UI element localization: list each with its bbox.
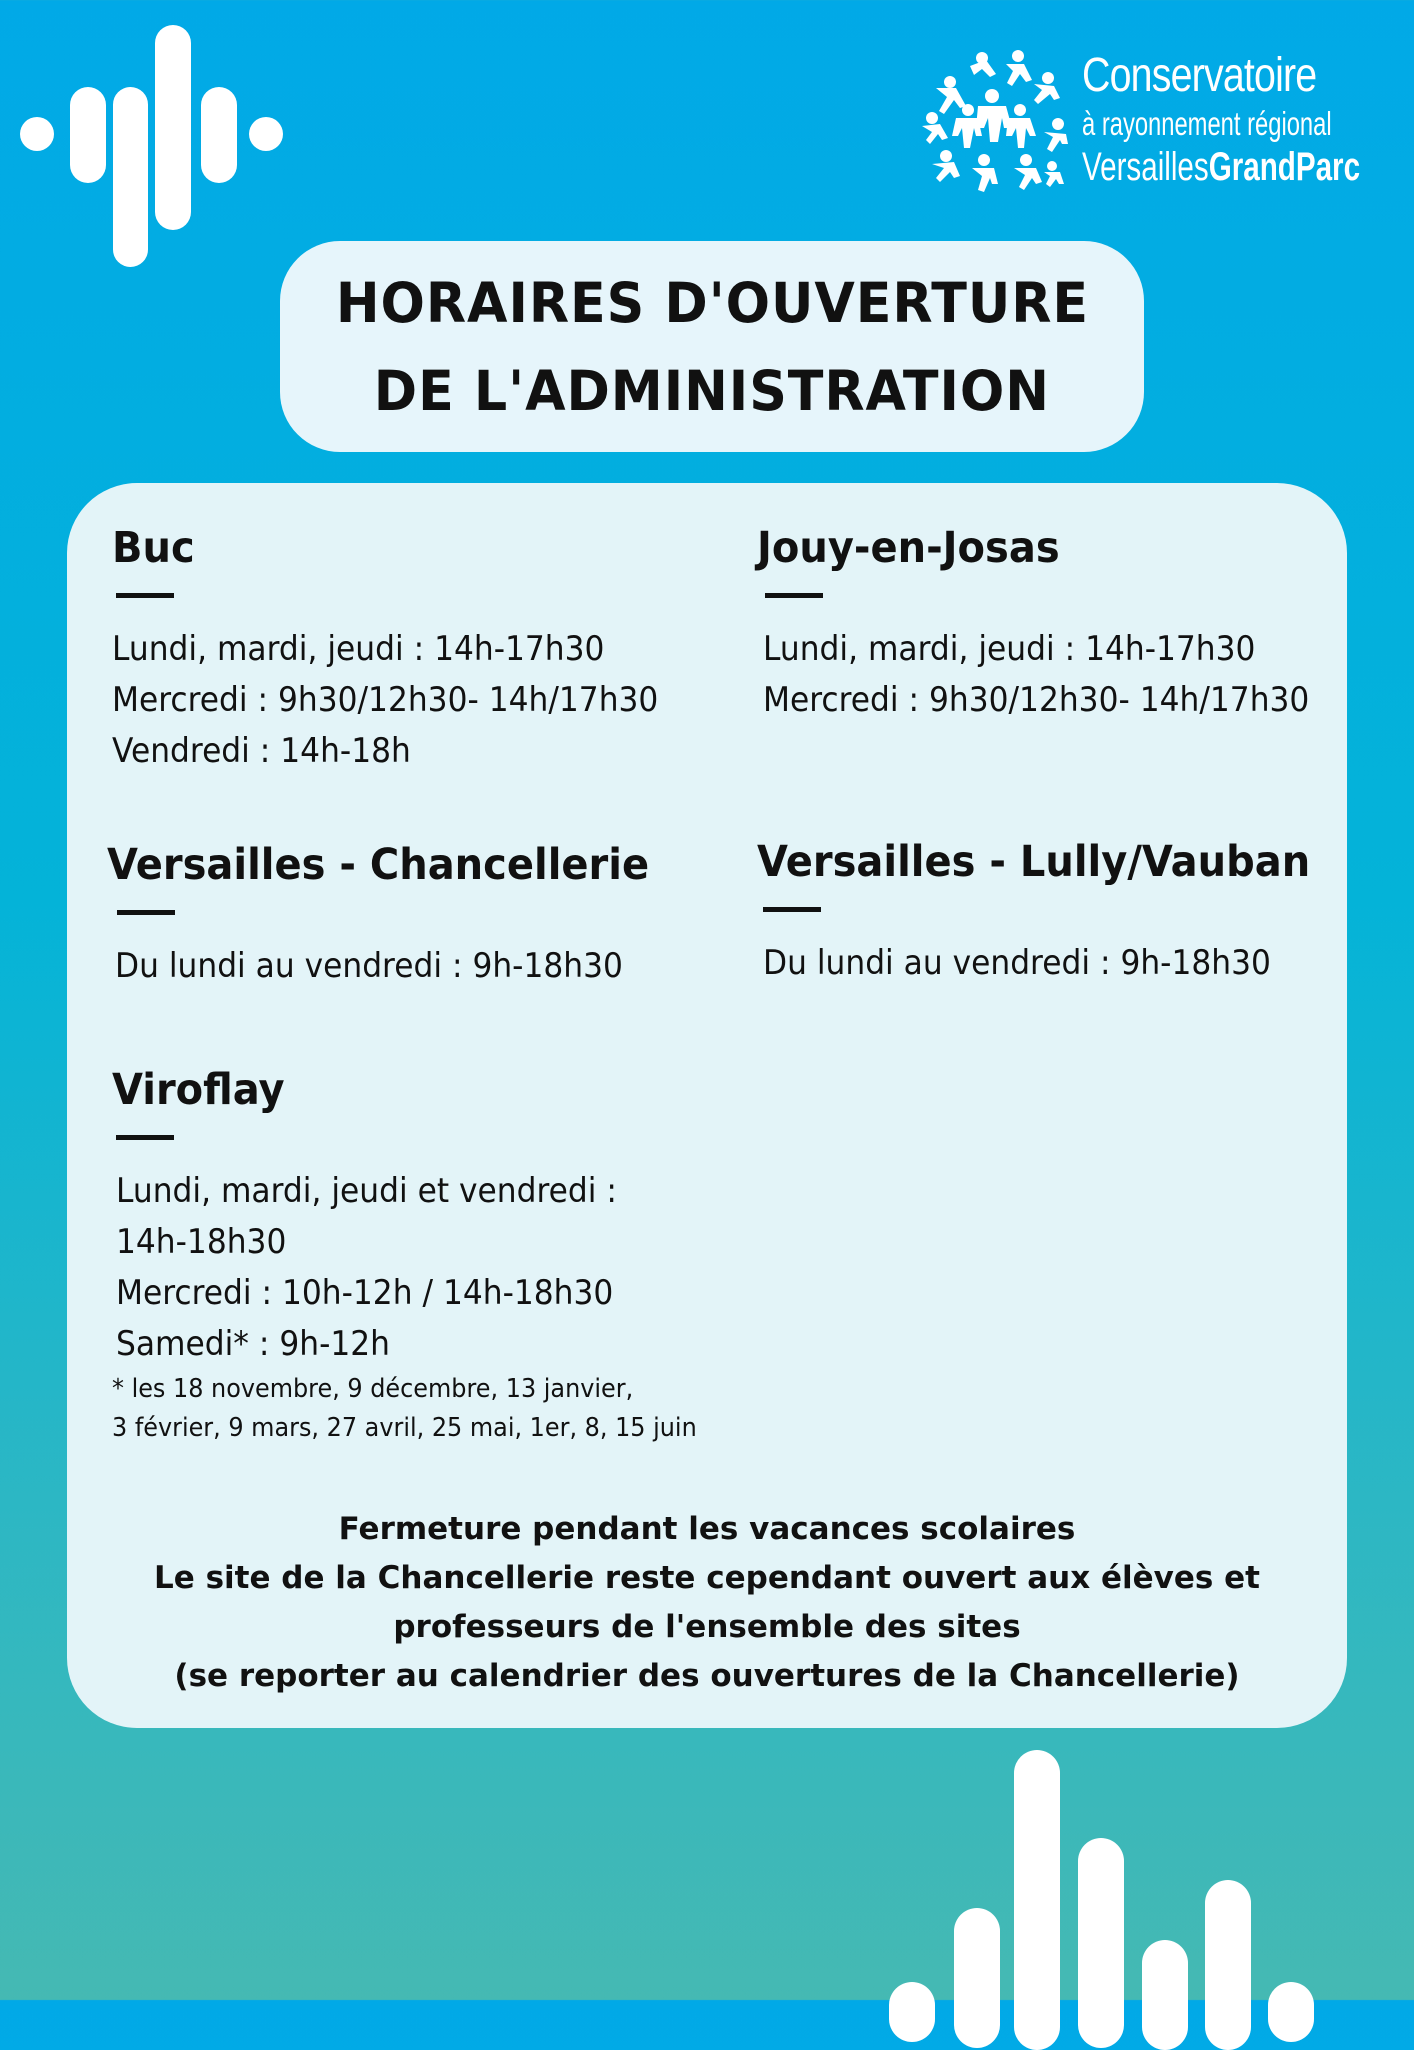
site-name: Versailles - Lully/Vauban [757,837,1311,887]
sound-wave-icon [20,25,285,245]
footnote: 3 février, 9 mars, 27 avril, 25 mai, 1er, 8, 15 juin [112,1413,697,1443]
site-name: Viroflay [112,1065,285,1115]
page-title-line-2: DE L'ADMINISTRATION [373,358,1051,423]
closing-line: professeurs de l'ensemble des sites [393,1609,1021,1645]
site-versailles-lully-vauban [757,837,1352,989]
conservatoire-logo [920,48,1365,198]
divider [116,593,174,598]
site-viroflay [112,1065,748,1448]
hours-line: Mercredi : 9h30/12h30- 14h/17h30 [763,680,1310,720]
hours-line: Samedi* : 9h-12h [116,1324,391,1364]
divider [763,907,821,912]
hours-line: Lundi, mardi, jeudi : 14h-17h30 [112,629,605,669]
closing-line: (se reporter au calendrier des ouvertures de la Chancellerie) [174,1658,1240,1694]
footnote: * les 18 novembre, 9 décembre, 13 janvier, [112,1374,634,1404]
page-title-line-1: HORAIRES D'OUVERTURE [335,270,1089,335]
site-name: Buc [112,523,195,573]
hours-line: Lundi, mardi, jeudi : 14h-17h30 [763,629,1256,669]
site-name: Versailles - Chancellerie [107,840,650,890]
hours-line: Du lundi au vendredi : 9h-18h30 [763,943,1271,983]
closing-notice [67,1505,1347,1701]
site-versailles-chancellerie [107,840,690,992]
page-title-box [280,241,1144,452]
divider [116,1135,174,1140]
logo-title: Conservatoire [1082,49,1317,102]
closing-line: Fermeture pendant les vacances scolaires [338,1511,1076,1547]
equalizer-bars-icon [885,1750,1345,2000]
hours-line: Lundi, mardi, jeudi et vendredi : [116,1171,617,1211]
site-jouy-en-josas [757,523,1357,726]
logo-location: VersaillesGrandParc [1082,145,1361,189]
hours-line: 14h-18h30 [116,1222,287,1262]
hours-line: Vendredi : 14h-18h [112,731,411,771]
hours-line: Du lundi au vendredi : 9h-18h30 [115,946,623,986]
conservatoire-figures-logo-icon [920,48,1070,198]
hours-line: Mercredi : 10h-12h / 14h-18h30 [116,1273,614,1313]
site-buc [112,523,706,777]
site-name: Jouy-en-Josas [757,523,1060,573]
hours-line: Mercredi : 9h30/12h30- 14h/17h30 [112,680,659,720]
closing-line: Le site de la Chancellerie reste cependant ouvert aux élèves et [154,1560,1260,1596]
divider [765,593,823,598]
logo-subtitle: à rayonnement régional [1082,105,1332,142]
schedule-card [67,483,1347,1728]
divider [117,910,175,915]
